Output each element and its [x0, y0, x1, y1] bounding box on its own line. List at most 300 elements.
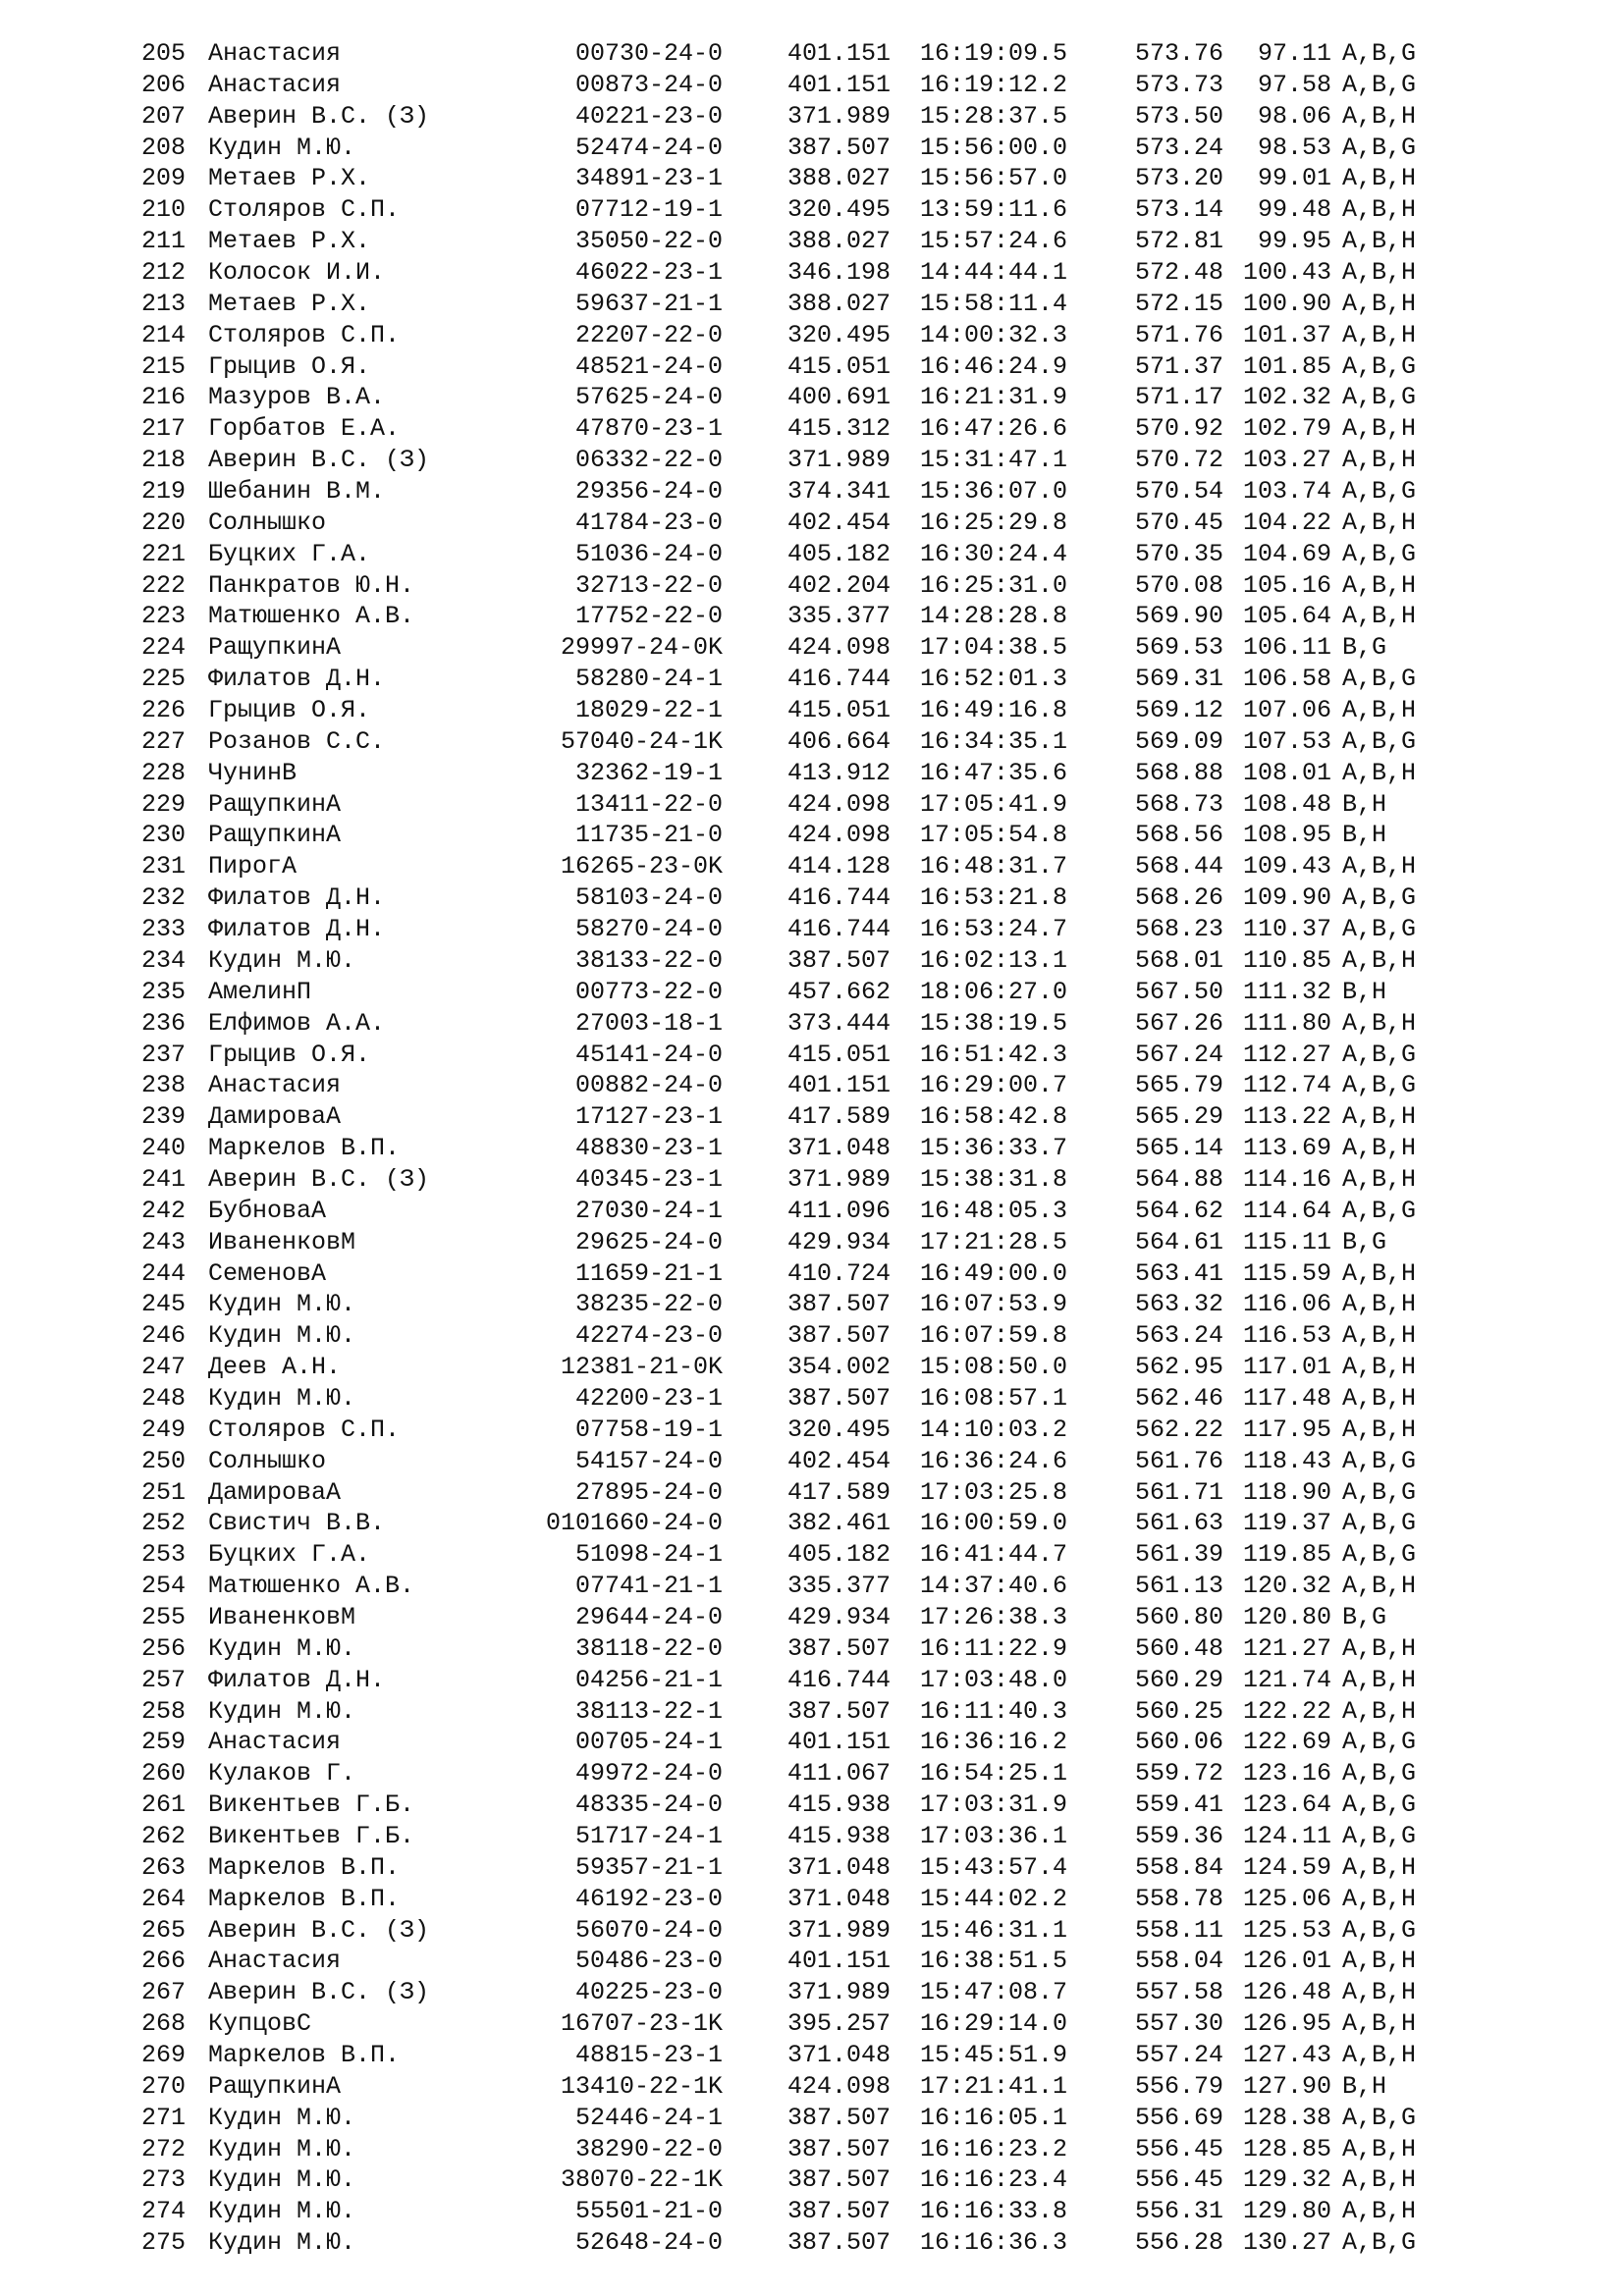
row-number: 249: [141, 1415, 187, 1444]
row-number: 215: [141, 351, 187, 381]
table-row: [0, 2227, 1624, 2259]
coefficient: 115.11: [1242, 1227, 1331, 1256]
distance: 424.098: [787, 821, 892, 850]
arrival-time: 18:06:27.0: [920, 977, 1068, 1006]
distance: 405.182: [787, 1540, 892, 1570]
arrival-time: 16:11:22.9: [920, 1633, 1068, 1663]
distance: 387.507: [787, 1321, 892, 1351]
table-row: [0, 539, 1624, 570]
arrival-time: 14:37:40.6: [920, 1572, 1068, 1601]
ring-number: 17752-22-0: [574, 602, 723, 631]
fancier-name: СеменовА: [208, 1258, 327, 1288]
fancier-name: Буцких Г.А.: [208, 539, 371, 568]
distance: 417.589: [787, 1102, 892, 1132]
fancier-name: Метаев Р.Х.: [208, 289, 371, 318]
ring-number: 34891-23-1: [574, 164, 723, 193]
speed: 568.01: [1135, 945, 1224, 975]
fancier-name: Аверин В.С. (З): [208, 101, 430, 131]
distance: 335.377: [787, 602, 892, 631]
groups: A,B,G: [1342, 1790, 1417, 1820]
distance: 424.098: [787, 2071, 892, 2101]
arrival-time: 17:03:36.1: [920, 1821, 1068, 1850]
fancier-name: Анастасия: [208, 70, 342, 99]
coefficient: 112.74: [1242, 1071, 1331, 1100]
arrival-time: 15:56:00.0: [920, 133, 1068, 162]
groups: A,B,G: [1342, 2228, 1417, 2258]
groups: A,B,G: [1342, 539, 1417, 568]
fancier-name: Метаев Р.Х.: [208, 227, 371, 256]
coefficient: 129.80: [1242, 2197, 1331, 2226]
fancier-name: Филатов Д.Н.: [208, 665, 386, 694]
coefficient: 107.53: [1242, 726, 1331, 756]
ring-number: 40345-23-1: [574, 1164, 723, 1194]
table-row: [0, 914, 1624, 945]
results-table: [0, 38, 1624, 2259]
arrival-time: 16:30:24.4: [920, 539, 1068, 568]
fancier-name: Солнышко: [208, 1446, 327, 1475]
row-number: 250: [141, 1446, 187, 1475]
distance: 371.989: [787, 101, 892, 131]
distance: 371.048: [787, 1884, 892, 1913]
distance: 400.691: [787, 383, 892, 412]
row-number: 216: [141, 383, 187, 412]
arrival-time: 17:03:48.0: [920, 1665, 1068, 1694]
table-row: [0, 194, 1624, 226]
groups: A,B,G: [1342, 1446, 1417, 1475]
distance: 387.507: [787, 1290, 892, 1319]
table-row: [0, 382, 1624, 413]
groups: A,B,H: [1342, 1665, 1417, 1694]
speed: 563.24: [1135, 1321, 1224, 1351]
ring-number: 58103-24-0: [574, 883, 723, 913]
ring-number: 45141-24-0: [574, 1040, 723, 1069]
distance: 387.507: [787, 1696, 892, 1726]
distance: 387.507: [787, 2134, 892, 2163]
speed: 568.44: [1135, 852, 1224, 881]
arrival-time: 16:53:21.8: [920, 883, 1068, 913]
ring-number: 49972-24-0: [574, 1759, 723, 1789]
table-row: [0, 2164, 1624, 2196]
arrival-time: 16:19:09.5: [920, 39, 1068, 68]
distance: 411.067: [787, 1759, 892, 1789]
table-row: [0, 570, 1624, 602]
fancier-name: Свистич В.В.: [208, 1509, 386, 1538]
table-row: [0, 1227, 1624, 1258]
coefficient: 107.06: [1242, 696, 1331, 725]
ring-number: 50486-23-0: [574, 1947, 723, 1976]
distance: 402.454: [787, 1446, 892, 1475]
distance: 414.128: [787, 852, 892, 881]
distance: 346.198: [787, 258, 892, 288]
fancier-name: Кудин М.Ю.: [208, 1383, 356, 1413]
speed: 560.29: [1135, 1665, 1224, 1694]
table-row: [0, 1008, 1624, 1040]
groups: A,B,H: [1342, 2197, 1417, 2226]
fancier-name: Аверин В.С. (З): [208, 1978, 430, 2007]
speed: 572.15: [1135, 289, 1224, 318]
coefficient: 98.53: [1257, 133, 1331, 162]
speed: 563.41: [1135, 1258, 1224, 1288]
row-number: 241: [141, 1164, 187, 1194]
table-row: [0, 882, 1624, 914]
ring-number: 00705-24-1: [574, 1728, 723, 1757]
ring-number: 51098-24-1: [574, 1540, 723, 1570]
groups: A,B,G: [1342, 1821, 1417, 1850]
fancier-name: Столяров С.П.: [208, 1415, 401, 1444]
speed: 573.20: [1135, 164, 1224, 193]
ring-number: 00873-24-0: [574, 70, 723, 99]
arrival-time: 15:45:51.9: [920, 2041, 1068, 2069]
coefficient: 102.79: [1242, 414, 1331, 444]
row-number: 269: [141, 2041, 187, 2069]
coefficient: 114.16: [1242, 1164, 1331, 1194]
speed: 558.78: [1135, 1884, 1224, 1913]
row-number: 274: [141, 2197, 187, 2226]
groups: A,B,G: [1342, 1477, 1417, 1507]
distance: 416.744: [787, 883, 892, 913]
speed: 556.28: [1135, 2228, 1224, 2258]
arrival-time: 16:47:35.6: [920, 758, 1068, 787]
table-row: [0, 1164, 1624, 1196]
groups: A,B,G: [1342, 351, 1417, 381]
arrival-time: 16:00:59.0: [920, 1509, 1068, 1538]
arrival-time: 16:02:13.1: [920, 945, 1068, 975]
row-number: 236: [141, 1008, 187, 1038]
speed: 558.84: [1135, 1852, 1224, 1882]
distance: 401.151: [787, 1728, 892, 1757]
distance: 387.507: [787, 1383, 892, 1413]
speed: 573.73: [1135, 70, 1224, 99]
groups: A,B,H: [1342, 258, 1417, 288]
speed: 561.71: [1135, 1477, 1224, 1507]
ring-number: 04256-21-1: [574, 1665, 723, 1694]
arrival-time: 16:34:35.1: [920, 726, 1068, 756]
table-row: [0, 226, 1624, 257]
row-number: 231: [141, 852, 187, 881]
speed: 558.11: [1135, 1915, 1224, 1945]
speed: 570.92: [1135, 414, 1224, 444]
fancier-name: Викентьев Г.Б.: [208, 1821, 415, 1850]
groups: A,B,G: [1342, 1196, 1417, 1225]
groups: A,B,G: [1342, 883, 1417, 913]
arrival-time: 15:28:37.5: [920, 101, 1068, 131]
arrival-time: 15:56:57.0: [920, 164, 1068, 193]
distance: 415.051: [787, 696, 892, 725]
arrival-time: 16:21:31.9: [920, 383, 1068, 412]
ring-number: 35050-22-0: [574, 227, 723, 256]
speed: 567.24: [1135, 1040, 1224, 1069]
arrival-time: 16:53:24.7: [920, 915, 1068, 944]
distance: 371.989: [787, 1978, 892, 2007]
fancier-name: Грыцив О.Я.: [208, 696, 371, 725]
ring-number: 12381-21-0K: [560, 1353, 723, 1382]
row-number: 226: [141, 696, 187, 725]
ring-number: 16707-23-1K: [560, 2009, 723, 2039]
table-row: [0, 1070, 1624, 1101]
speed: 570.45: [1135, 507, 1224, 537]
fancier-name: КупцовС: [208, 2009, 312, 2039]
table-row: [0, 70, 1624, 101]
row-number: 272: [141, 2134, 187, 2163]
row-number: 211: [141, 227, 187, 256]
ring-number: 17127-23-1: [574, 1102, 723, 1132]
speed: 565.29: [1135, 1102, 1224, 1132]
fancier-name: Горбатов Е.А.: [208, 414, 401, 444]
speed: 573.14: [1135, 195, 1224, 225]
distance: 320.495: [787, 195, 892, 225]
fancier-name: РащупкинА: [208, 633, 342, 663]
table-row: [0, 1196, 1624, 1227]
groups: A,B,G: [1342, 726, 1417, 756]
coefficient: 99.95: [1257, 227, 1331, 256]
ring-number: 54157-24-0: [574, 1446, 723, 1475]
groups: A,B,H: [1342, 320, 1417, 349]
groups: A,B,G: [1342, 1759, 1417, 1789]
ring-number: 41784-23-0: [574, 507, 723, 537]
speed: 569.90: [1135, 602, 1224, 631]
distance: 415.312: [787, 414, 892, 444]
ring-number: 11659-21-1: [574, 1258, 723, 1288]
coefficient: 121.27: [1242, 1633, 1331, 1663]
coefficient: 99.01: [1257, 164, 1331, 193]
coefficient: 104.22: [1242, 507, 1331, 537]
groups: A,B,H: [1342, 414, 1417, 444]
fancier-name: РащупкинА: [208, 789, 342, 819]
row-number: 240: [141, 1134, 187, 1163]
groups: A,B,G: [1342, 1040, 1417, 1069]
table-row: [0, 320, 1624, 351]
coefficient: 101.37: [1242, 320, 1331, 349]
fancier-name: Кудин М.Ю.: [208, 1321, 356, 1351]
ring-number: 0101660-24-0: [545, 1509, 723, 1538]
ring-number: 22207-22-0: [574, 320, 723, 349]
row-number: 224: [141, 633, 187, 663]
groups: A,B,H: [1342, 289, 1417, 318]
ring-number: 18029-22-1: [574, 696, 723, 725]
groups: A,B,H: [1342, 164, 1417, 193]
groups: A,B,H: [1342, 1852, 1417, 1882]
groups: A,B,H: [1342, 1164, 1417, 1194]
arrival-time: 15:08:50.0: [920, 1353, 1068, 1382]
coefficient: 120.32: [1242, 1572, 1331, 1601]
row-number: 228: [141, 758, 187, 787]
ring-number: 38133-22-0: [574, 945, 723, 975]
table-row: [0, 257, 1624, 289]
arrival-time: 16:07:53.9: [920, 1290, 1068, 1319]
coefficient: 122.22: [1242, 1696, 1331, 1726]
groups: B,H: [1342, 977, 1387, 1006]
coefficient: 104.69: [1242, 539, 1331, 568]
speed: 559.41: [1135, 1790, 1224, 1820]
ring-number: 42200-23-1: [574, 1383, 723, 1413]
row-number: 275: [141, 2228, 187, 2258]
ring-number: 58280-24-1: [574, 665, 723, 694]
ring-number: 52648-24-0: [574, 2228, 723, 2258]
table-row: [0, 1789, 1624, 1821]
arrival-time: 16:16:05.1: [920, 2103, 1068, 2132]
coefficient: 119.85: [1242, 1540, 1331, 1570]
fancier-name: Кудин М.Ю.: [208, 1633, 356, 1663]
table-row: [0, 1633, 1624, 1665]
arrival-time: 16:54:25.1: [920, 1759, 1068, 1789]
groups: A,B,G: [1342, 1728, 1417, 1757]
coefficient: 112.27: [1242, 1040, 1331, 1069]
coefficient: 109.90: [1242, 883, 1331, 913]
row-number: 252: [141, 1509, 187, 1538]
ring-number: 07758-19-1: [574, 1415, 723, 1444]
speed: 568.56: [1135, 821, 1224, 850]
distance: 320.495: [787, 320, 892, 349]
row-number: 273: [141, 2165, 187, 2195]
speed: 568.73: [1135, 789, 1224, 819]
fancier-name: ЧунинВ: [208, 758, 298, 787]
coefficient: 115.59: [1242, 1258, 1331, 1288]
groups: A,B,H: [1342, 227, 1417, 256]
fancier-name: Солнышко: [208, 507, 327, 537]
speed: 561.13: [1135, 1572, 1224, 1601]
groups: A,B,H: [1342, 1947, 1417, 1976]
arrival-time: 17:05:54.8: [920, 821, 1068, 850]
arrival-time: 15:58:11.4: [920, 289, 1068, 318]
table-row: [0, 1946, 1624, 1977]
speed: 556.45: [1135, 2134, 1224, 2163]
distance: 387.507: [787, 945, 892, 975]
ring-number: 42274-23-0: [574, 1321, 723, 1351]
ring-number: 29644-24-0: [574, 1602, 723, 1631]
speed: 562.95: [1135, 1353, 1224, 1382]
ring-number: 58270-24-0: [574, 915, 723, 944]
table-row: [0, 1258, 1624, 1290]
fancier-name: Матюшенко А.В.: [208, 602, 415, 631]
groups: A,B,H: [1342, 1134, 1417, 1163]
groups: A,B,H: [1342, 507, 1417, 537]
speed: 569.31: [1135, 665, 1224, 694]
speed: 570.35: [1135, 539, 1224, 568]
coefficient: 103.74: [1242, 477, 1331, 507]
fancier-name: Метаев Р.Х.: [208, 164, 371, 193]
coefficient: 106.11: [1242, 633, 1331, 663]
distance: 417.589: [787, 1477, 892, 1507]
ring-number: 46192-23-0: [574, 1884, 723, 1913]
fancier-name: Шебанин В.М.: [208, 477, 386, 507]
ring-number: 13411-22-0: [574, 789, 723, 819]
speed: 564.62: [1135, 1196, 1224, 1225]
distance: 387.507: [787, 1633, 892, 1663]
fancier-name: Маркелов В.П.: [208, 1134, 401, 1163]
speed: 561.76: [1135, 1446, 1224, 1475]
coefficient: 100.90: [1242, 289, 1331, 318]
speed: 573.50: [1135, 101, 1224, 131]
ring-number: 00730-24-0: [574, 39, 723, 68]
ring-number: 48335-24-0: [574, 1790, 723, 1820]
groups: A,B,H: [1342, 945, 1417, 975]
ring-number: 51717-24-1: [574, 1821, 723, 1850]
speed: 561.63: [1135, 1509, 1224, 1538]
fancier-name: Викентьев Г.Б.: [208, 1790, 415, 1820]
ring-number: 38118-22-0: [574, 1633, 723, 1663]
speed: 570.54: [1135, 477, 1224, 507]
table-row: [0, 695, 1624, 726]
fancier-name: Столяров С.П.: [208, 195, 401, 225]
distance: 401.151: [787, 1071, 892, 1100]
row-number: 247: [141, 1353, 187, 1382]
speed: 560.80: [1135, 1602, 1224, 1631]
groups: A,B,G: [1342, 70, 1417, 99]
table-row: [0, 1977, 1624, 2008]
groups: B,H: [1342, 2071, 1387, 2101]
fancier-name: Кудин М.Ю.: [208, 133, 356, 162]
groups: A,B,G: [1342, 477, 1417, 507]
table-row: [0, 133, 1624, 164]
speed: 573.76: [1135, 39, 1224, 68]
row-number: 238: [141, 1071, 187, 1100]
speed: 559.36: [1135, 1821, 1224, 1850]
groups: B,H: [1342, 821, 1387, 850]
distance: 371.989: [787, 1915, 892, 1945]
fancier-name: Мазуров В.А.: [208, 383, 386, 412]
row-number: 239: [141, 1102, 187, 1132]
table-row: [0, 1884, 1624, 1915]
groups: A,B,H: [1342, 1572, 1417, 1601]
ring-number: 11735-21-0: [574, 821, 723, 850]
arrival-time: 16:52:01.3: [920, 665, 1068, 694]
groups: A,B,H: [1342, 1978, 1417, 2007]
distance: 387.507: [787, 2165, 892, 2195]
table-row: [0, 2071, 1624, 2103]
speed: 569.09: [1135, 726, 1224, 756]
ring-number: 46022-23-1: [574, 258, 723, 288]
ring-number: 38113-22-1: [574, 1696, 723, 1726]
distance: 416.744: [787, 665, 892, 694]
distance: 395.257: [787, 2009, 892, 2039]
coefficient: 119.37: [1242, 1509, 1331, 1538]
distance: 388.027: [787, 164, 892, 193]
distance: 371.989: [787, 446, 892, 475]
fancier-name: Филатов Д.Н.: [208, 883, 386, 913]
groups: A,B,G: [1342, 383, 1417, 412]
arrival-time: 17:03:25.8: [920, 1477, 1068, 1507]
arrival-time: 14:00:32.3: [920, 320, 1068, 349]
distance: 401.151: [787, 39, 892, 68]
speed: 560.48: [1135, 1633, 1224, 1663]
coefficient: 103.27: [1242, 446, 1331, 475]
coefficient: 108.01: [1242, 758, 1331, 787]
groups: B,H: [1342, 789, 1387, 819]
ring-number: 56070-24-0: [574, 1915, 723, 1945]
table-row: [0, 1320, 1624, 1352]
distance: 387.507: [787, 2228, 892, 2258]
coefficient: 130.27: [1242, 2228, 1331, 2258]
speed: 572.48: [1135, 258, 1224, 288]
table-row: [0, 1477, 1624, 1509]
fancier-name: Матюшенко А.В.: [208, 1572, 415, 1601]
fancier-name: Аверин В.С. (З): [208, 446, 430, 475]
fancier-name: БубноваА: [208, 1196, 327, 1225]
table-row: [0, 101, 1624, 133]
groups: A,B,H: [1342, 101, 1417, 131]
row-number: 232: [141, 883, 187, 913]
row-number: 268: [141, 2009, 187, 2039]
coefficient: 101.85: [1242, 351, 1331, 381]
speed: 568.26: [1135, 883, 1224, 913]
coefficient: 108.95: [1242, 821, 1331, 850]
row-number: 271: [141, 2103, 187, 2132]
distance: 424.098: [787, 633, 892, 663]
table-row: [0, 1602, 1624, 1633]
groups: A,B,H: [1342, 852, 1417, 881]
table-row: [0, 1727, 1624, 1758]
row-number: 259: [141, 1728, 187, 1757]
